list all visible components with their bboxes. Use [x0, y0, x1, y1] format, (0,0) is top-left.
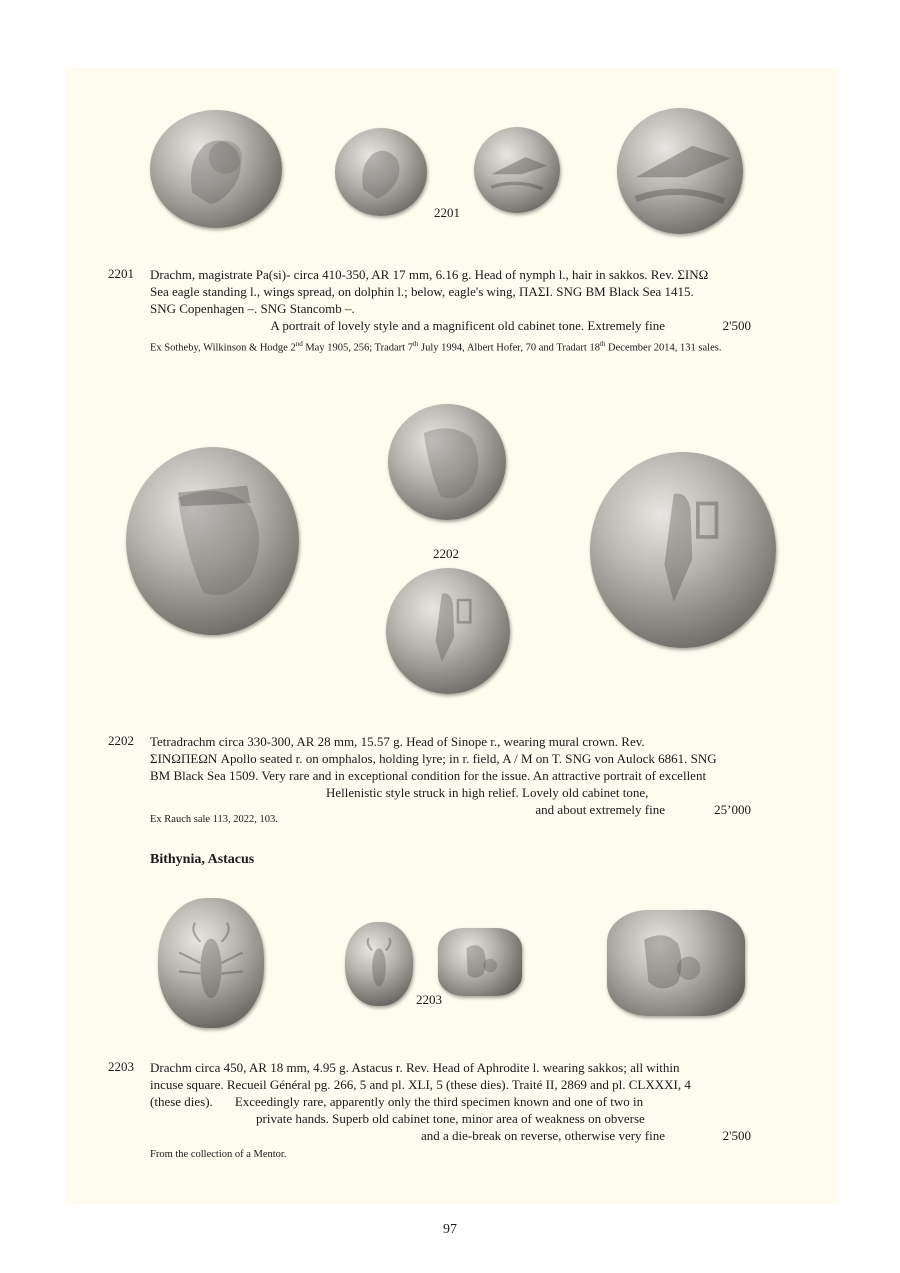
description-line-centered	[150, 784, 751, 801]
description-line: Drachm, magistrate Pa(si)- circa 410-350, AR 17 mm, 6.16 g. Head of nymph l., hair in sakkos. Rev. ΣΙΝΩ	[150, 267, 709, 282]
lot-description-2201	[150, 266, 751, 334]
coin-2201-reverse-small	[474, 127, 560, 213]
description-text: (these dies).	[150, 1094, 213, 1109]
price-2203: 2'500	[722, 1128, 751, 1143]
description-line: BM Black Sea 1509. Very rare and in exceptional condition for the issue. An attractive portrait of excellent	[150, 768, 707, 783]
description-line: SNG Copenhagen –. SNG Stancomb –.	[150, 301, 355, 316]
closing-text: and a die-break on reverse, otherwise very fine	[421, 1128, 665, 1143]
provenance-2203: From the collection of a Mentor.	[150, 1149, 287, 1160]
coin-2201-obverse-small	[335, 128, 427, 216]
coin-2203-obverse-small	[345, 922, 413, 1006]
provenance-text: December 2014, 131 sales.	[605, 342, 722, 354]
coin-2202-reverse-small	[386, 568, 510, 694]
description-line: Sea eagle standing l., wings spread, on dolphin l.; below, eagle's wing, ΠΑΣΙ. SNG BM Black Sea 1415.	[150, 284, 694, 299]
lot-description-2202	[150, 733, 751, 818]
lot-description-2203	[150, 1059, 751, 1144]
coin-2203-reverse-small	[438, 928, 522, 996]
description-line: Tetradrachm circa 330-300, AR 28 mm, 15.57 g. Head of Sinope r., wearing mural crown. Rev.	[150, 734, 645, 749]
apollo-seated-icon	[386, 568, 510, 694]
coin-2201-reverse-large	[617, 108, 743, 234]
ordinal-suffix: th	[412, 340, 419, 348]
description-text: Hellenistic style struck in high relief. Lovely old cabinet tone,	[326, 785, 649, 800]
ordinal-suffix: th	[599, 340, 606, 348]
description-text: Exceedingly rare, apparently only the third specimen known and one of two in	[234, 1094, 644, 1109]
coin-2202-obverse-small	[388, 404, 506, 520]
nymph-head-icon	[150, 110, 282, 228]
eagle-on-dolphin-icon	[474, 127, 560, 213]
provenance-text: May 1905, 256; Tradart 7	[302, 342, 413, 354]
page-number: 97	[443, 1222, 457, 1237]
provenance-text: July 1994, Albert Hofer, 70 and Tradart 18	[418, 342, 600, 354]
lot-number-2201: 2201	[108, 266, 134, 281]
aphrodite-head-icon	[438, 928, 522, 996]
description-line-mixed	[150, 1093, 751, 1110]
coin-2203-reverse-large	[607, 910, 745, 1016]
lot-number-2202: 2202	[108, 733, 134, 748]
crayfish-icon	[158, 898, 264, 1028]
ordinal-suffix: nd	[295, 340, 303, 348]
closing-text: A portrait of lovely style and a magnificent old cabinet tone. Extremely fine	[270, 318, 665, 333]
closing-line	[150, 317, 751, 334]
price-2201: 2'500	[722, 318, 751, 333]
closing-line	[150, 1127, 751, 1144]
aphrodite-head-icon	[607, 910, 745, 1016]
description-line-centered	[150, 1110, 751, 1127]
description-line: incuse square. Recueil Général pg. 266, 5 and pl. XLI, 5 (these dies). Traité II, 2869 and pl. CLXXXI, 4	[150, 1077, 691, 1092]
closing-text: and about extremely fine	[535, 802, 665, 817]
image-label-2203: 2203	[416, 992, 442, 1007]
description-text: private hands. Superb old cabinet tone, minor area of weakness on obverse	[256, 1111, 645, 1126]
coin-2202-obverse-large	[126, 447, 299, 635]
description-line: ΣΙΝΩΠΕΩΝ Apollo seated r. on omphalos, holding lyre; in r. field, A / M on T. SNG von Aulock 6861. SNG	[150, 751, 717, 766]
sinope-head-icon	[388, 404, 506, 520]
sinope-head-icon	[126, 447, 299, 635]
lot-number-2203: 2203	[108, 1059, 134, 1074]
crayfish-icon	[345, 922, 413, 1006]
coin-2203-obverse-large	[158, 898, 264, 1028]
provenance-text: Ex Sotheby, Wilkinson & Hodge 2	[150, 342, 296, 354]
coin-2202-reverse-large	[590, 452, 776, 648]
description-line: Drachm circa 450, AR 18 mm, 4.95 g. Astacus r. Rev. Head of Aphrodite l. wearing sakkos; all within	[150, 1060, 680, 1075]
coin-2201-obverse-large	[150, 110, 282, 228]
eagle-on-dolphin-icon	[617, 108, 743, 234]
price-2202: 25’000	[714, 802, 751, 817]
provenance-2202: Ex Rauch sale 113, 2022, 103.	[150, 814, 278, 825]
nymph-head-icon	[335, 128, 427, 216]
image-label-2202: 2202	[433, 546, 459, 561]
provenance-2201	[150, 337, 751, 356]
image-label-2201: 2201	[434, 205, 460, 220]
section-title: Bithynia, Astacus	[150, 852, 255, 867]
apollo-seated-icon	[590, 452, 776, 648]
